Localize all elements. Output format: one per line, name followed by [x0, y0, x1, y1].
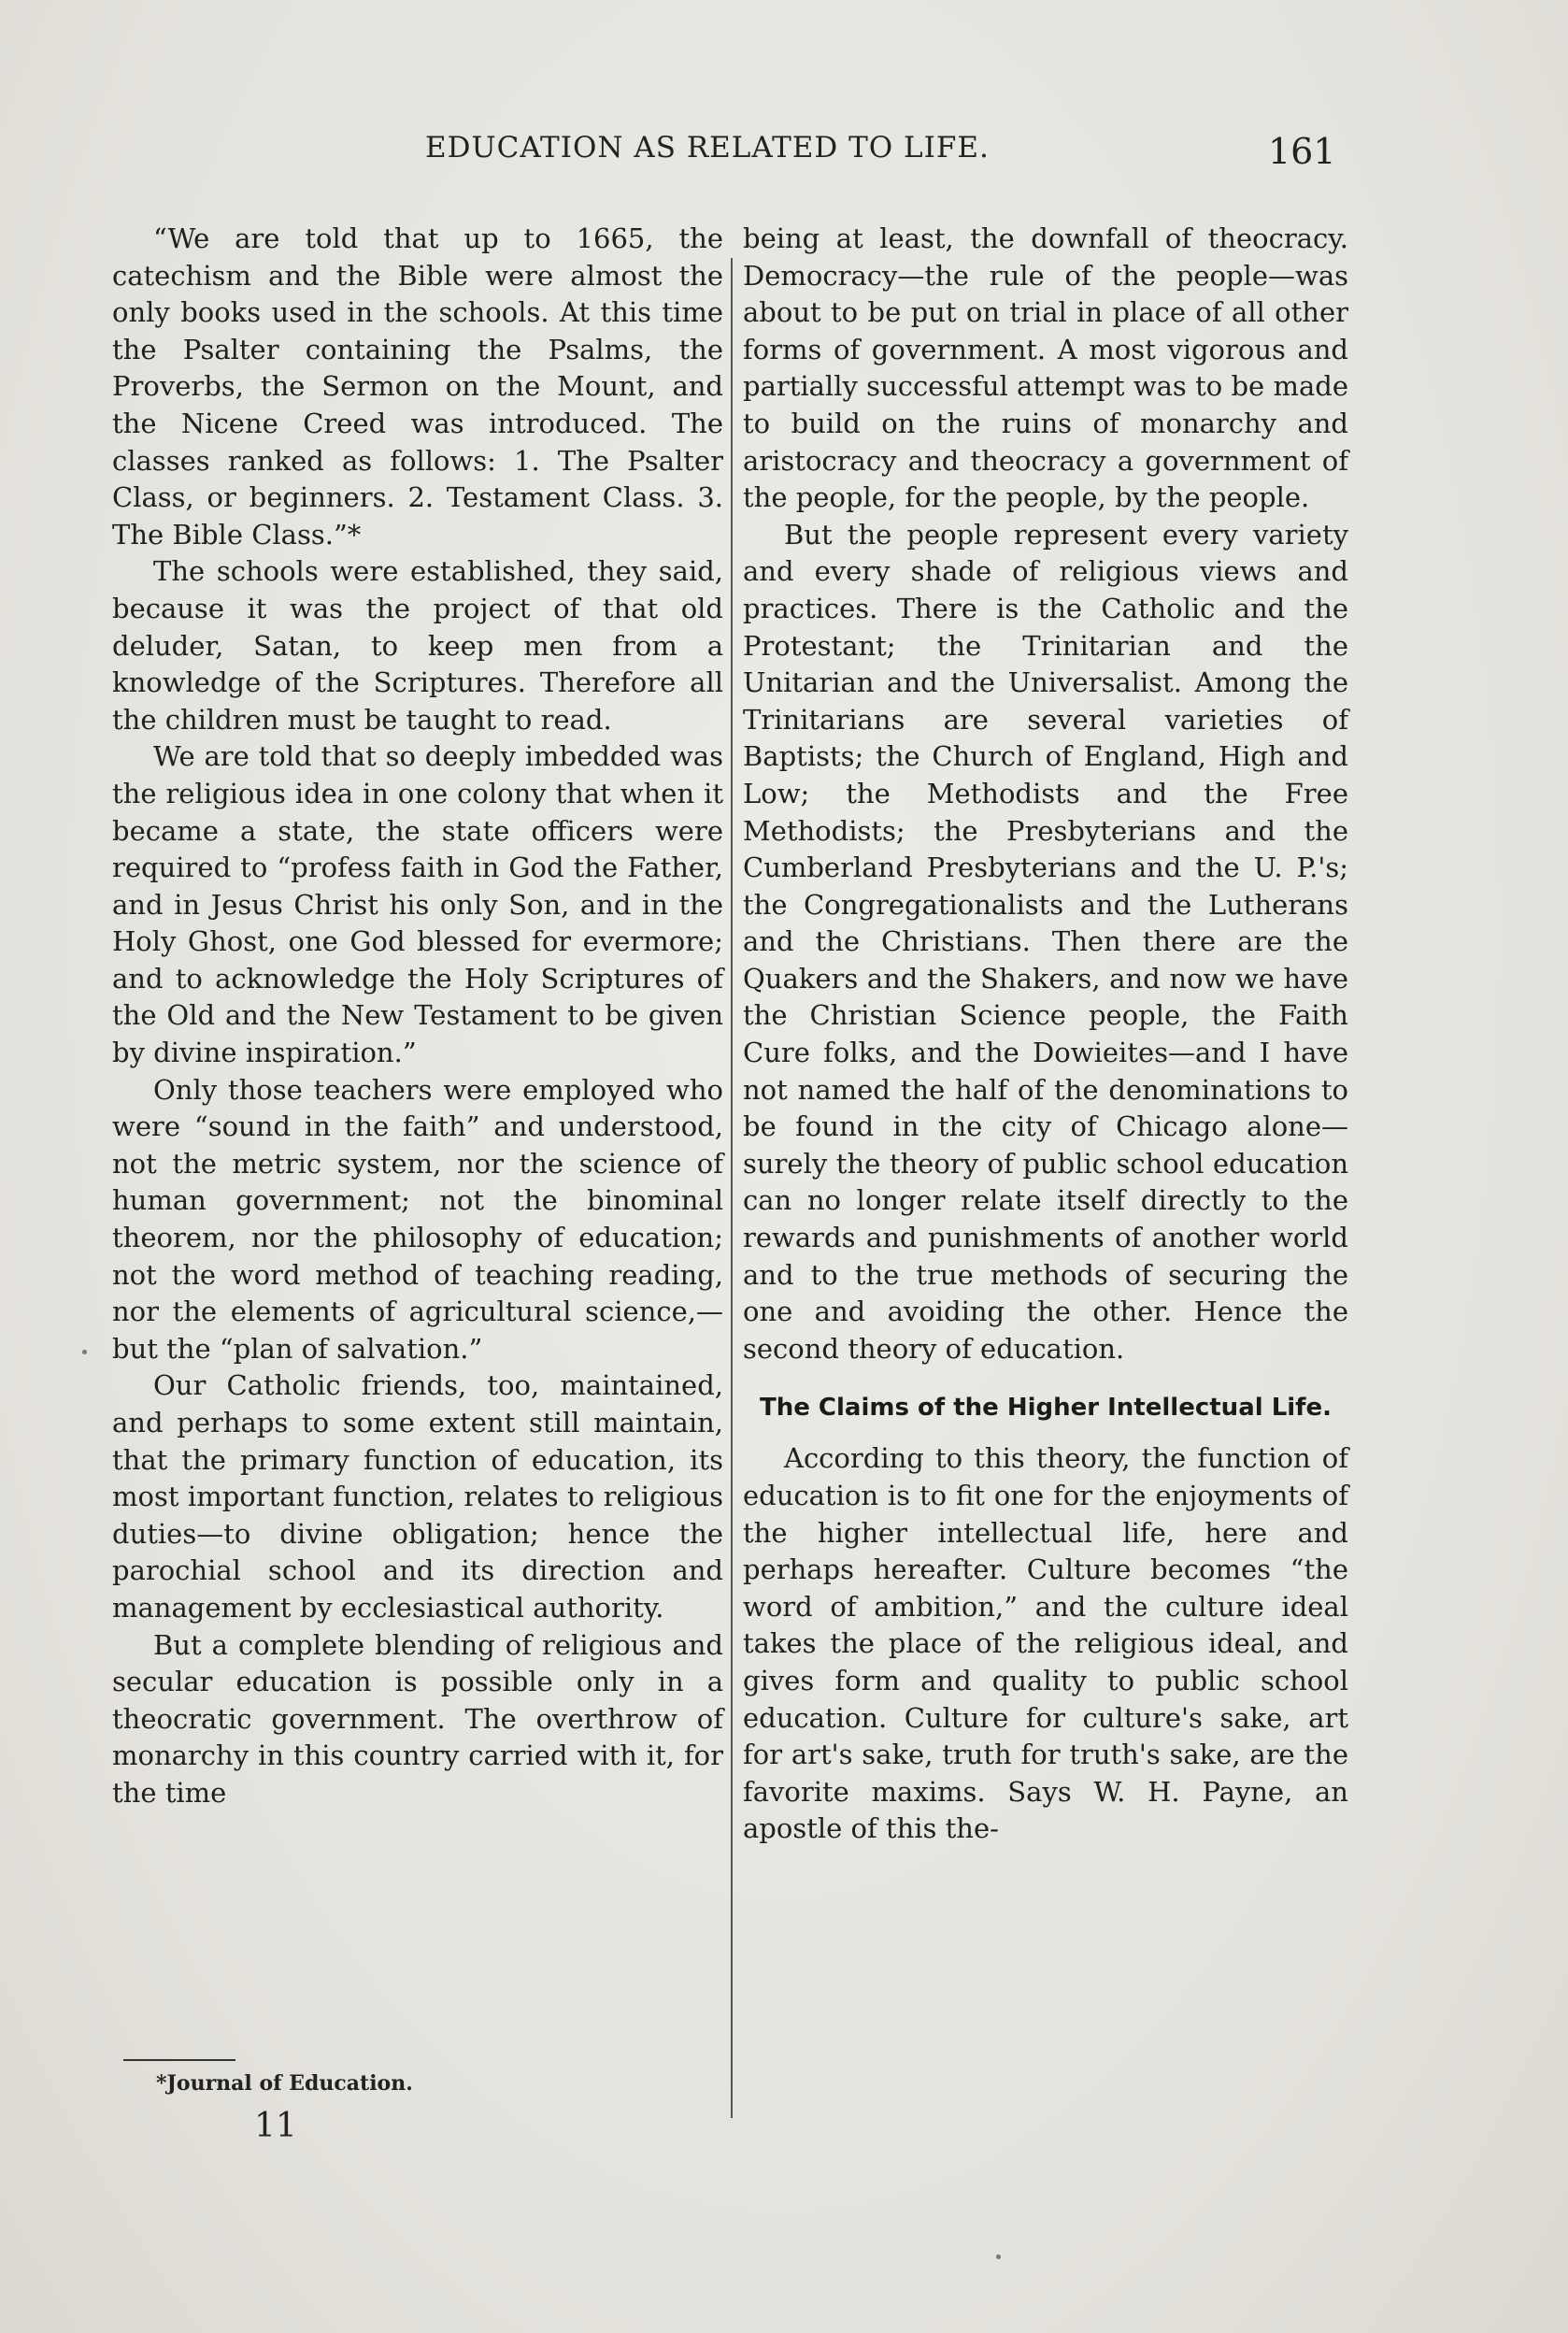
paragraph: being at least, the downfall of theocracy. Democracy—the rule of the people—was about to be put on trial in place of all other forms of government. A most vigorous and partially successful attempt was to be made to build on the ruins of monarchy and aristocracy and theocracy a government of the people, for the people, by the people. [743, 222, 1348, 514]
paragraph: Our Catholic friends, too, maintained, and perhaps to some extent still maintain, that the primary function of education, its most important function, relates to religious duties—to divine obligation; hence the parochial school and its direction and management by ecclesiastical authority. [112, 1369, 723, 1624]
paragraph: “We are told that up to 1665, the catechism and the Bible were almost the only books used in the schools. At this time the Psalter containing the Psalms, the Proverbs, the Sermon on the Mount, and the Nicene Creed was introduced. The classes ranked as follows: 1. The Psalter Class, or beginners. 2. Testament Class. 3. The Bible Class.”* [112, 222, 723, 551]
paragraph: We are told that so deeply imbedded was the religious idea in one colony that when it became a state, the state officers were required to “profess faith in God the Father, and in Jesus Christ his only Son, and in the Holy Ghost, one God blessed for evermore; and to acknowledge the Holy Scriptures of the Old and the New Testament to be given by divine inspiration.” [112, 740, 723, 1069]
paragraph: The schools were established, they said, because it was the project of that old deluder, Satan, to keep men from a knowledge of the Scriptures. Therefore all the children must be taught to read. [112, 555, 723, 736]
paragraph: But the people represent every variety and every shade of religious views and practices. There is the Catholic and the Protestant; the Trinitarian and the Unitarian and the Universalist. Among the Trinitarians are several varieties of Baptists; the Church of England, High and Low; the Methodists and the Free Methodists; the Presbyterians and the Cumberland Presbyterians and the U. P.'s; the Congregationalists and the Lutherans and the Christians. Then there are the Quakers and the Shakers, and now we have the Christian Science people, the Faith Cure folks, and the Dowieites—and I have not named the half of the denominations to be found in the city of Chicago alone—surely the theory of public school education can no longer relate itself directly to the rewards and punishments of another world and to the true methods of securing the one and avoiding the other. Hence the second theory of education. [743, 518, 1348, 1365]
footnote-rule [123, 2059, 235, 2061]
paragraph: According to this theory, the function of education is to fit one for the enjoyments of the higher intellectual life, here and perhaps hereafter. Culture becomes “the word of ambition,” and the culture ideal takes the place of the religious ideal, and gives form and quality to public school education. Culture for culture's sake, art for art's sake, truth for truth's sake, are the favorite maxims. Says W. H. Payne, an apostle of this the- [743, 1442, 1348, 1845]
left-column [112, 221, 723, 1812]
signature-number: 11 [254, 2107, 297, 2145]
print-speck [82, 1350, 87, 1354]
print-speck [996, 2254, 1001, 2259]
column-divider [731, 258, 733, 2118]
section-heading: The Claims of the Higher Intellectual Life. [759, 1394, 1332, 1423]
right-column [743, 221, 1348, 1848]
running-title: EDUCATION AS RELATED TO LIFE. [425, 131, 990, 165]
footnote: *Journal of Education. [156, 2071, 413, 2096]
page-number: 161 [1268, 131, 1336, 172]
paragraph: But a complete blending of religious and secular education is possible only in a theocratic government. The overthrow of monarchy in this country carried with it, for the time [112, 1628, 723, 1809]
paragraph: Only those teachers were employed who were “sound in the faith” and understood, not the metric system, nor the science of human government; not the binominal theorem, nor the philosophy of education; not the word method of teaching reading, nor the elements of agricultural science,—but the “plan of salvation.” [112, 1073, 723, 1365]
